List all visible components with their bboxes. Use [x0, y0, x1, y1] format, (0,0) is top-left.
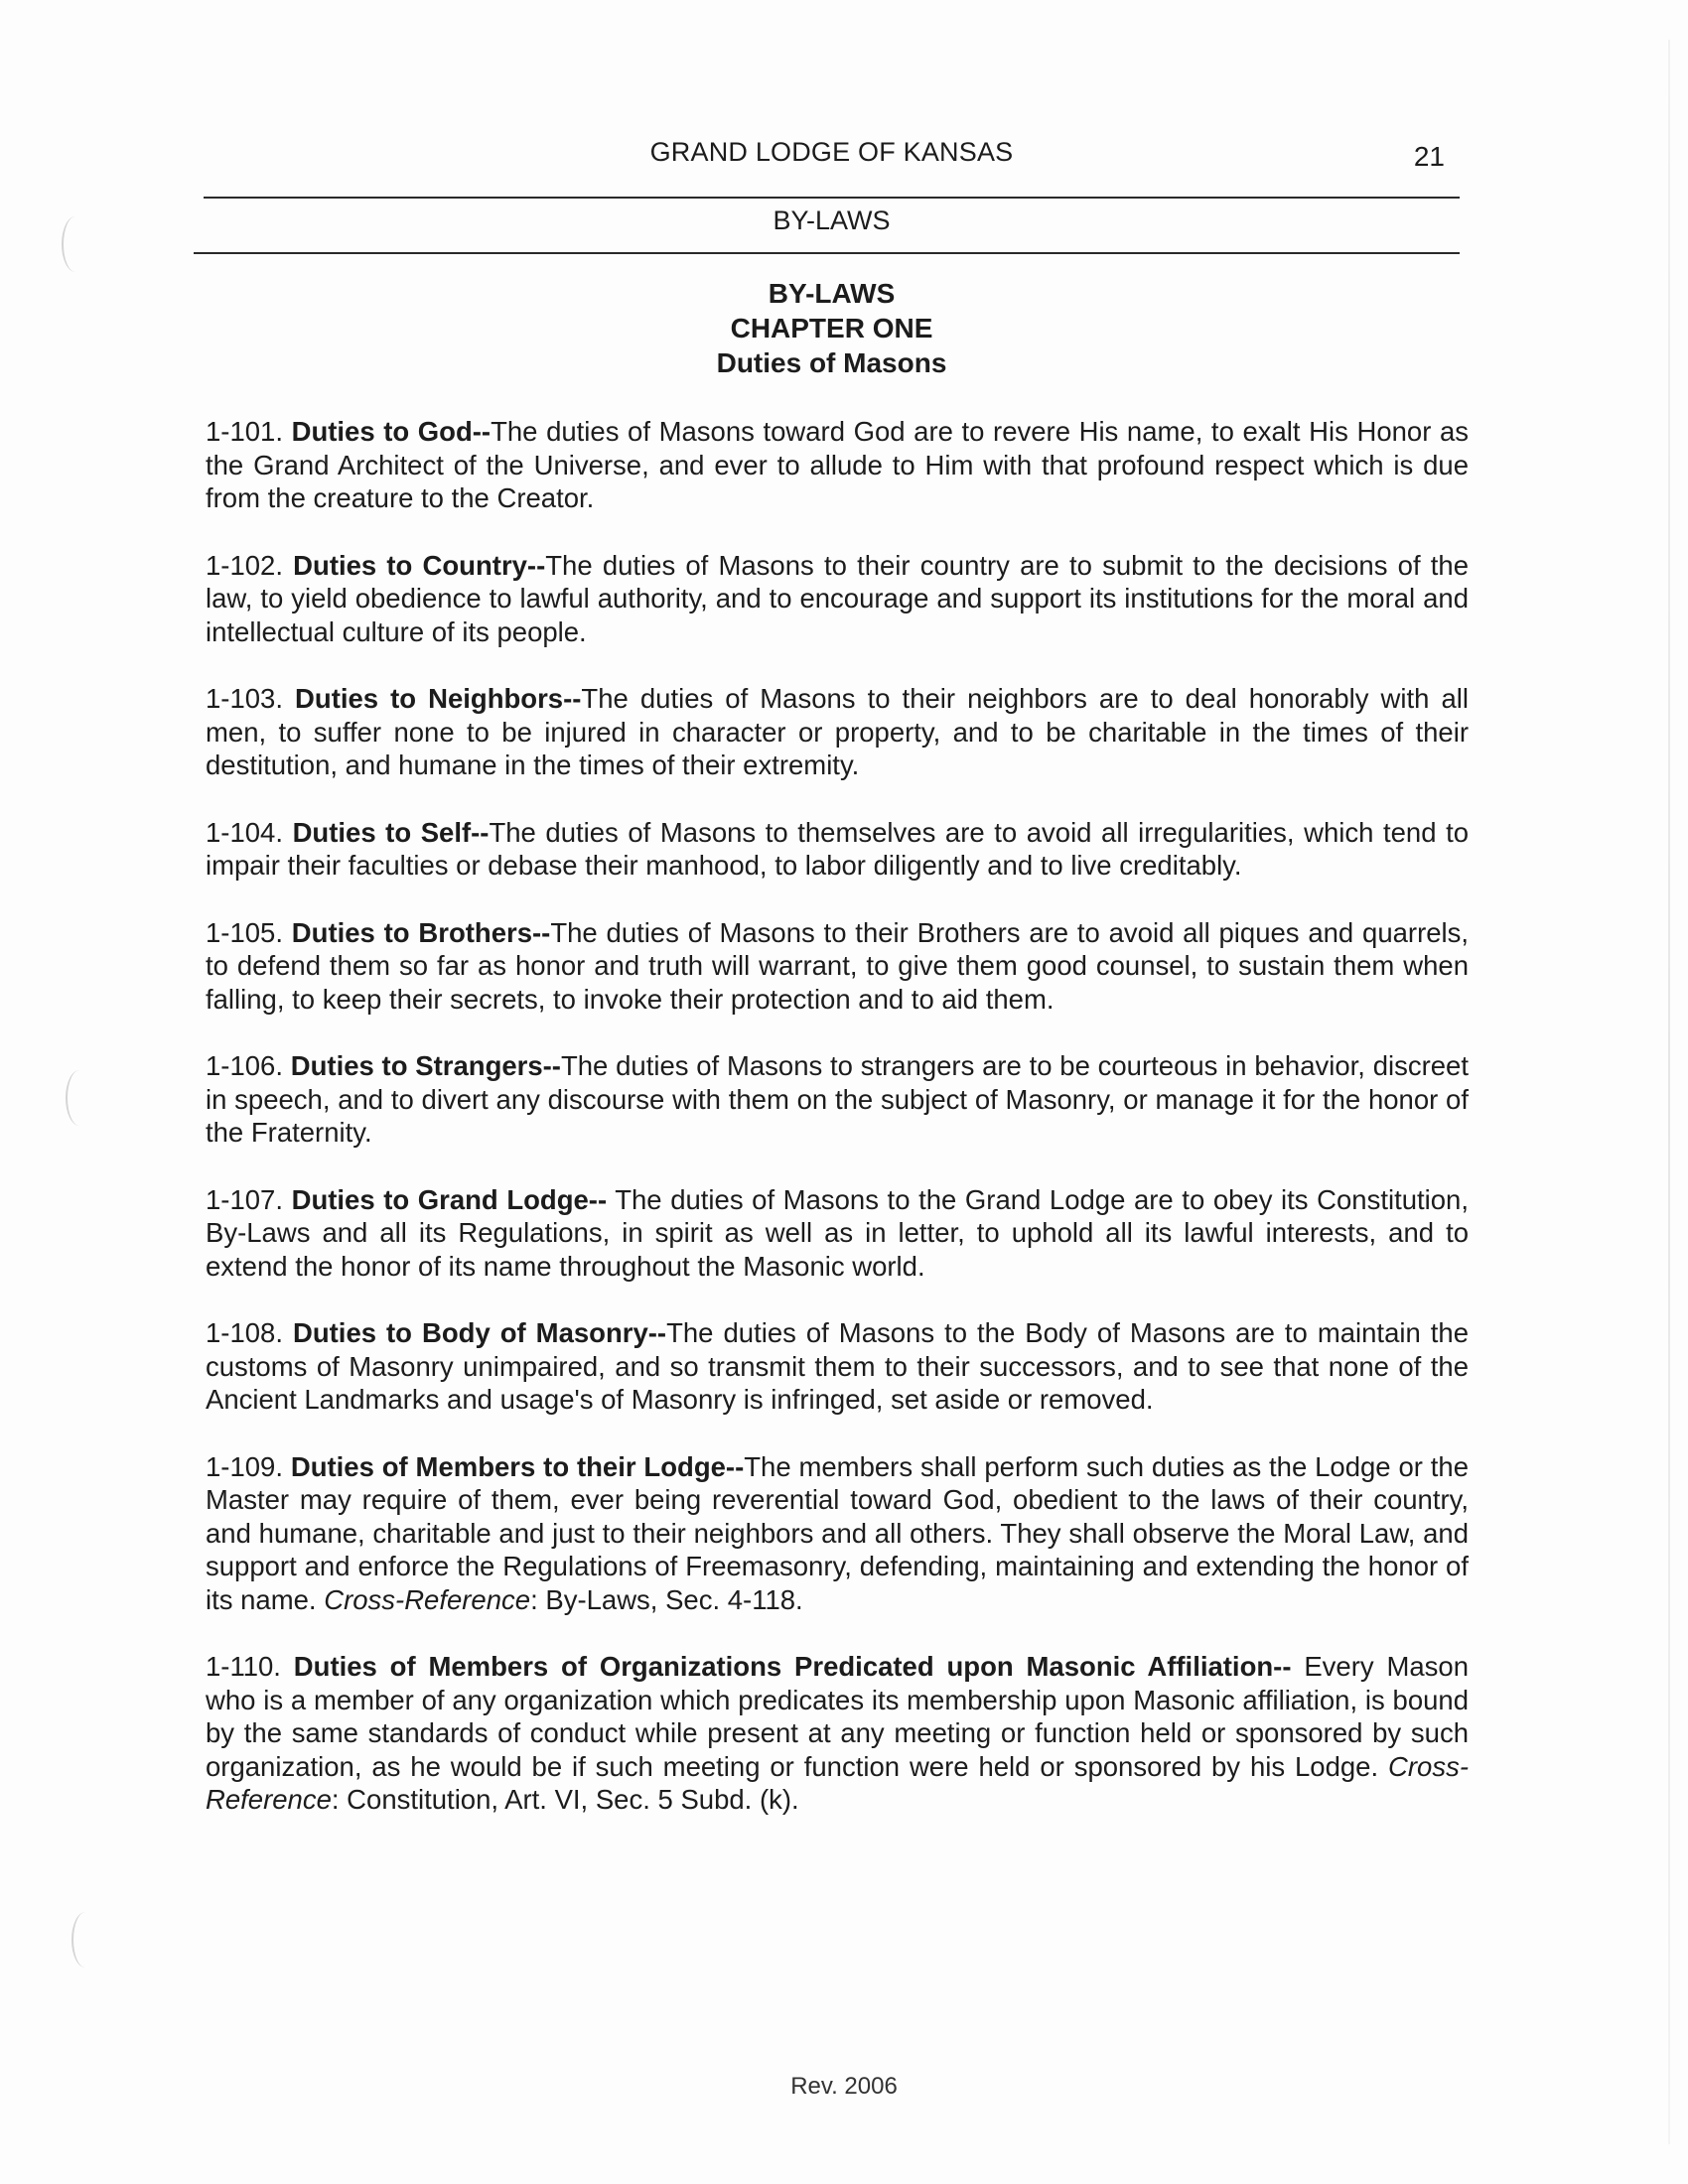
- section-heading: Duties of Members of Organizations Predicated upon Masonic Affiliation--: [293, 1651, 1292, 1682]
- section-number: 1-101.: [206, 416, 283, 447]
- section-heading: Duties of Members to their Lodge--: [290, 1450, 745, 1482]
- section-number: 1-107.: [206, 1183, 283, 1215]
- revision-footer: Rev. 2006: [790, 2073, 898, 2100]
- section-1-102: [206, 549, 1469, 649]
- section-body: The duties of Masons to their country are to submit to the decisions of the law, to yield obedience to lawful authority, and to encourage and support its institutions for the moral and intellectual culture of its people.: [206, 549, 1469, 647]
- section-body: Every Mason who is a member of any organization which predicates its membership upon Masonic affiliation, is bound by the same standards of conduct while present at any meeting or function held or sponsored by such organization, as he would be if such meeting or function were held or sponsored by his Lodge.: [206, 1651, 1470, 1782]
- section-1-101: [206, 415, 1469, 515]
- chapter-title: Duties of Masons: [716, 347, 947, 378]
- section-1-110: [206, 1650, 1469, 1817]
- page-number: 21: [1413, 141, 1445, 172]
- running-header-subtitle: BY-LAWS: [773, 205, 891, 235]
- section-body: The duties of Masons to the Grand Lodge are to obey its Constitution, By-Laws and all its Regulations, in spirit as well as in letter, to uphold all its lawful interests, and to extend the honor of its name throughout the Masonic world.: [206, 1183, 1469, 1282]
- section-heading: Duties to Grand Lodge--: [291, 1183, 608, 1215]
- section-number: 1-103.: [206, 683, 283, 714]
- section-1-107: [206, 1183, 1469, 1284]
- section-1-106: [206, 1049, 1469, 1150]
- chapter-label: BY-LAWS: [768, 278, 896, 309]
- section-heading: Duties to Brothers--: [291, 916, 551, 948]
- section-heading: Duties to Body of Masonry--: [292, 1317, 667, 1348]
- section-body: The duties of Masons to strangers are to be courteous in behavior, discreet in speech, and to divert any discourse with them on the subject of Masonry, or manage it for the honor of the Fraternity.: [206, 1050, 1469, 1148]
- section-number: 1-108.: [206, 1317, 283, 1348]
- cross-reference-label: Cross-Reference: [206, 1750, 1469, 1815]
- section-body: The duties of Masons toward God are to revere His name, to exalt His Honor as the Grand Architect of the Universe, and ever to allude to Him with that profound respect which is due from the creature to the Creator.: [206, 416, 1470, 513]
- header-rule-bottom: [194, 252, 1460, 254]
- cross-reference-label: Cross-Reference: [324, 1583, 531, 1615]
- section-number: 1-104.: [206, 816, 283, 848]
- binder-hole-mark: [71, 1912, 99, 1968]
- chapter-number: CHAPTER ONE: [730, 313, 933, 343]
- chapter-heading: [204, 276, 1460, 380]
- section-1-108: [206, 1316, 1469, 1417]
- section-1-104: [206, 816, 1469, 883]
- section-number: 1-109.: [206, 1450, 283, 1482]
- section-heading: Duties to Strangers--: [290, 1050, 561, 1081]
- section-body: The duties of Masons to the Body of Masons are to maintain the customs of Masonry unimpaired, and so transmit them to their successors, and to see that none of the Ancient Landmarks and usage's of Masonry is infringed, set aside or removed.: [206, 1317, 1469, 1415]
- section-heading: Duties to Country--: [293, 549, 546, 581]
- section-number: 1-102.: [206, 549, 283, 581]
- section-body: The duties of Masons to their neighbors are to deal honorably with all men, to suffer none to be injured in character or property, and to be charitable in the times of their destitution, and humane in the times of their extremity.: [206, 683, 1469, 780]
- section-body: The duties of Masons to themselves are to avoid all irregularities, which tend to impair their faculties or debase their manhood, to labor diligently and to live creditably.: [206, 816, 1470, 881]
- section-body: The duties of Masons to their Brothers are to avoid all piques and quarrels, to defend them so far as honor and truth will warrant, to give them good counsel, to sustain them when falling, to keep their secrets, to invoke their protection and to aid them.: [206, 916, 1470, 1015]
- section-number: 1-110.: [206, 1651, 281, 1682]
- cross-reference-text: : By-Laws, Sec. 4-118.: [530, 1583, 803, 1615]
- scan-edge: [1668, 40, 1670, 2144]
- section-1-109: [206, 1450, 1469, 1617]
- section-list: [206, 415, 1469, 1850]
- header-rule-top: [204, 197, 1460, 199]
- section-1-103: [206, 682, 1469, 782]
- binder-hole-mark: [66, 1070, 93, 1126]
- section-number: 1-105.: [206, 916, 283, 948]
- cross-reference-text: : Constitution, Art. VI, Sec. 5 Subd. (k).: [331, 1784, 799, 1815]
- section-heading: Duties to Self--: [292, 816, 490, 848]
- section-1-105: [206, 916, 1469, 1017]
- binder-hole-mark: [62, 216, 89, 272]
- running-header-title: GRAND LODGE OF KANSAS: [649, 137, 1014, 167]
- section-heading: Duties to Neighbors--: [295, 683, 582, 714]
- section-heading: Duties to God--: [291, 416, 492, 447]
- section-body: The members shall perform such duties as the Lodge or the Master may require of them, ever being reverential toward God, obedient to the laws of their country, and humane, charitable and just to their neighbors and all others. They shall observe the Moral Law, and support and enforce the Regulations of Freemasonry, defending, maintaining and extending the honor of its name.: [206, 1450, 1469, 1615]
- section-number: 1-106.: [206, 1050, 283, 1081]
